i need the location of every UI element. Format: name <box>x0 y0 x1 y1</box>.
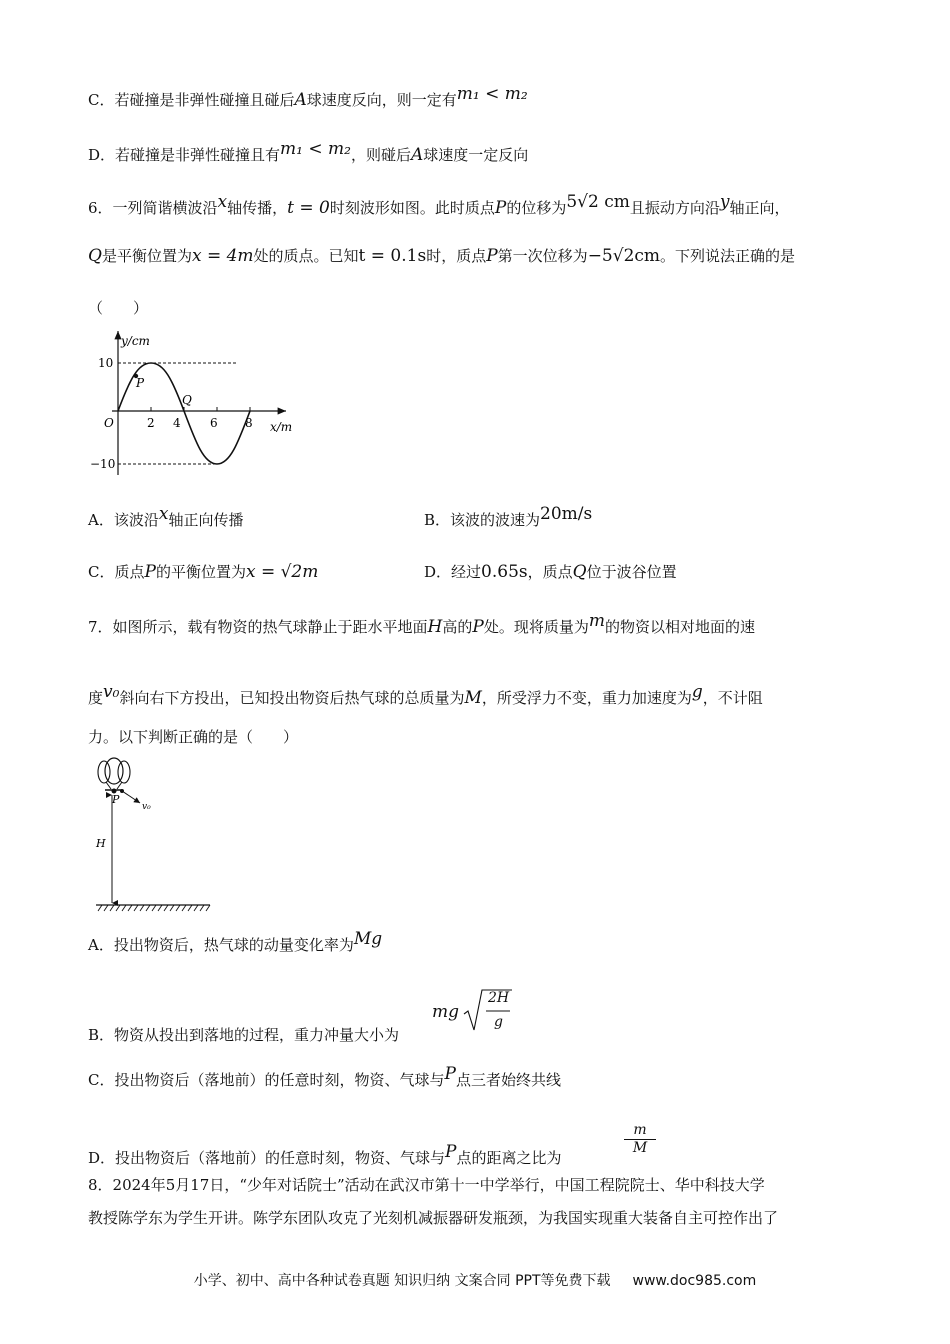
origin-label: O <box>104 416 114 430</box>
math-expr: m₁ < m₂ <box>456 84 528 104</box>
math-var: A <box>294 90 307 110</box>
q8-stem-line1: 8．2024年5月17日，“少年对话院士”活动在武汉市第十一中学举行，中国工程院院士、华中科技大学 <box>88 1176 765 1194</box>
math-var: x <box>158 504 169 524</box>
text: ，质点 <box>527 563 573 581</box>
fraction-numerator: m <box>624 1122 656 1140</box>
math-expr: mg <box>432 1002 460 1022</box>
q6-wave-figure <box>90 325 310 485</box>
math-expr: −5√2cm <box>587 246 661 266</box>
text: 是平衡位置为 <box>101 247 192 265</box>
q7-option-d <box>88 1142 562 1168</box>
footer-url[interactable]: www.doc985.com <box>632 1273 757 1289</box>
q6-option-d <box>424 562 677 582</box>
q6-stem-line1 <box>88 192 790 218</box>
h-label: H <box>96 837 106 850</box>
text: D．投出物资后（落地前）的任意时刻，物资、气球与 <box>88 1149 446 1167</box>
math-expr: 20m/s <box>540 504 593 524</box>
math-expr: t = 0.1s <box>358 246 427 266</box>
text: ，所受浮力不变，重力加速度为 <box>481 689 692 707</box>
text: 且振动方向沿 <box>629 199 720 217</box>
text: 6．一列简谐横波沿 <box>88 199 218 217</box>
text: 球速度反向，则一定有 <box>306 91 457 109</box>
text: 的位移为 <box>506 199 567 217</box>
footer-text: 小学、初中、高中各种试卷真题 知识归纳 文案合同 PPT等免费下载 <box>193 1273 611 1289</box>
q6-answer-paren: （ ） <box>88 299 149 317</box>
text: 7．如图所示，载有物资的热气球静止于距水平地面 <box>88 618 428 636</box>
text: A．该波沿 <box>88 511 159 529</box>
q5-option-c <box>88 84 528 110</box>
page-footer <box>0 1270 950 1290</box>
text: 处的质点。已知 <box>253 247 359 265</box>
text: ，不计阻 <box>702 689 763 707</box>
q7-stem-line1 <box>88 611 755 637</box>
text: C．投出物资后（落地前）的任意时刻，物资、气球与 <box>88 1071 445 1089</box>
text: 度 <box>88 689 104 707</box>
math-var: Q <box>88 246 102 266</box>
math-expr: 5√2 cm <box>566 192 630 212</box>
point-q-label: Q <box>182 393 192 407</box>
text: 的平衡位置为 <box>155 563 246 581</box>
q7-balloon-figure <box>92 755 216 915</box>
math-var: v₀ <box>103 682 120 702</box>
text: 时，质点 <box>426 247 487 265</box>
q7-option-a <box>88 929 383 955</box>
text: 的物资以相对地面的速 <box>604 618 755 636</box>
y-tick-bottom: −10 <box>90 457 116 471</box>
text: 位于波谷位置 <box>586 563 677 581</box>
x-tick-label: 6 <box>210 416 218 430</box>
text: 轴传播， <box>227 199 288 217</box>
x-tick-label: 4 <box>173 416 181 430</box>
text: B．物资从投出到落地的过程，重力冲量大小为 <box>88 1026 400 1044</box>
text: 处。现将质量为 <box>483 618 589 636</box>
math-var: m <box>588 611 605 631</box>
math-var: y <box>719 192 730 212</box>
q8-stem-line2: 教授陈学东为学生开讲。陈学东团队攻克了光刻机减振器研发瓶颈，为我国实现重大装备自主可控作出了 <box>88 1209 779 1227</box>
math-expr: Mg <box>353 929 383 949</box>
text: 高的 <box>442 618 473 636</box>
y-axis-label: y/cm <box>121 334 150 348</box>
q5-option-d <box>88 139 529 165</box>
text: 斜向右下方投出，已知投出物资后热气球的总质量为 <box>119 689 465 707</box>
text: C．若碰撞是非弹性碰撞且碰后 <box>88 91 295 109</box>
point-p-label: P <box>136 376 145 390</box>
point-p-label: P <box>112 793 120 806</box>
math-expr: x = √2m <box>245 562 319 582</box>
q6-option-b <box>424 504 593 530</box>
math-var: P <box>494 198 507 218</box>
text: A．投出物资后，热气球的动量变化率为 <box>88 936 354 954</box>
ground-hatch <box>96 905 210 911</box>
q6-stem-line2 <box>88 246 795 266</box>
q7-stem-line3: 力。以下判断正确的是（ ） <box>88 728 299 746</box>
text: D．经过 <box>424 563 482 581</box>
math-var: g <box>691 682 703 702</box>
math-expr: t = 0 <box>287 198 330 218</box>
math-var: M <box>464 688 482 708</box>
math-expr: 0.65s <box>481 562 528 582</box>
q7-stem-line2 <box>88 682 763 708</box>
math-var: P <box>144 562 156 582</box>
text: 球速度一定反向 <box>423 146 529 164</box>
text: 点的距离之比为 <box>456 1149 562 1167</box>
y-tick-top: 10 <box>98 356 114 370</box>
q7-option-d-fraction <box>624 1122 656 1157</box>
balloon-icon <box>98 758 130 790</box>
velocity-arrow <box>122 791 140 803</box>
fraction-numerator: 2H <box>488 990 510 1006</box>
text: 点三者始终共线 <box>455 1071 561 1089</box>
math-var: A <box>410 145 424 165</box>
q7-option-b <box>88 1025 399 1045</box>
math-var: P <box>472 617 484 637</box>
text: 时刻波形如图。此时质点 <box>329 199 495 217</box>
x-axis-label: x/m <box>270 420 293 434</box>
math-expr: x = 4m <box>191 246 254 266</box>
text: 。下列说法正确的是 <box>660 247 796 265</box>
x-tick-label: 8 <box>245 416 253 430</box>
text: C．质点 <box>88 563 145 581</box>
text: 轴正向， <box>729 199 790 217</box>
q7-option-c <box>88 1064 561 1090</box>
fraction-denominator: g <box>494 1014 503 1030</box>
text: 第一次位移为 <box>497 247 588 265</box>
text: D．若碰撞是非弹性碰撞且有 <box>88 146 281 164</box>
x-tick-label: 2 <box>147 416 155 430</box>
math-var: P <box>486 246 498 266</box>
math-var: P <box>444 1064 456 1084</box>
q6-option-a <box>88 504 244 530</box>
math-var: H <box>427 617 443 637</box>
text: 轴正向传播 <box>168 511 244 529</box>
text: ，则碰后 <box>350 146 411 164</box>
text: B．该波的波速为 <box>424 511 541 529</box>
math-var: Q <box>572 562 587 582</box>
q6-option-c <box>88 562 318 582</box>
math-var: P <box>445 1142 457 1162</box>
fraction-denominator: M <box>632 1140 648 1156</box>
math-expr: m₁ < m₂ <box>280 139 351 159</box>
math-var: x <box>217 192 228 212</box>
v0-label: v₀ <box>142 802 151 812</box>
